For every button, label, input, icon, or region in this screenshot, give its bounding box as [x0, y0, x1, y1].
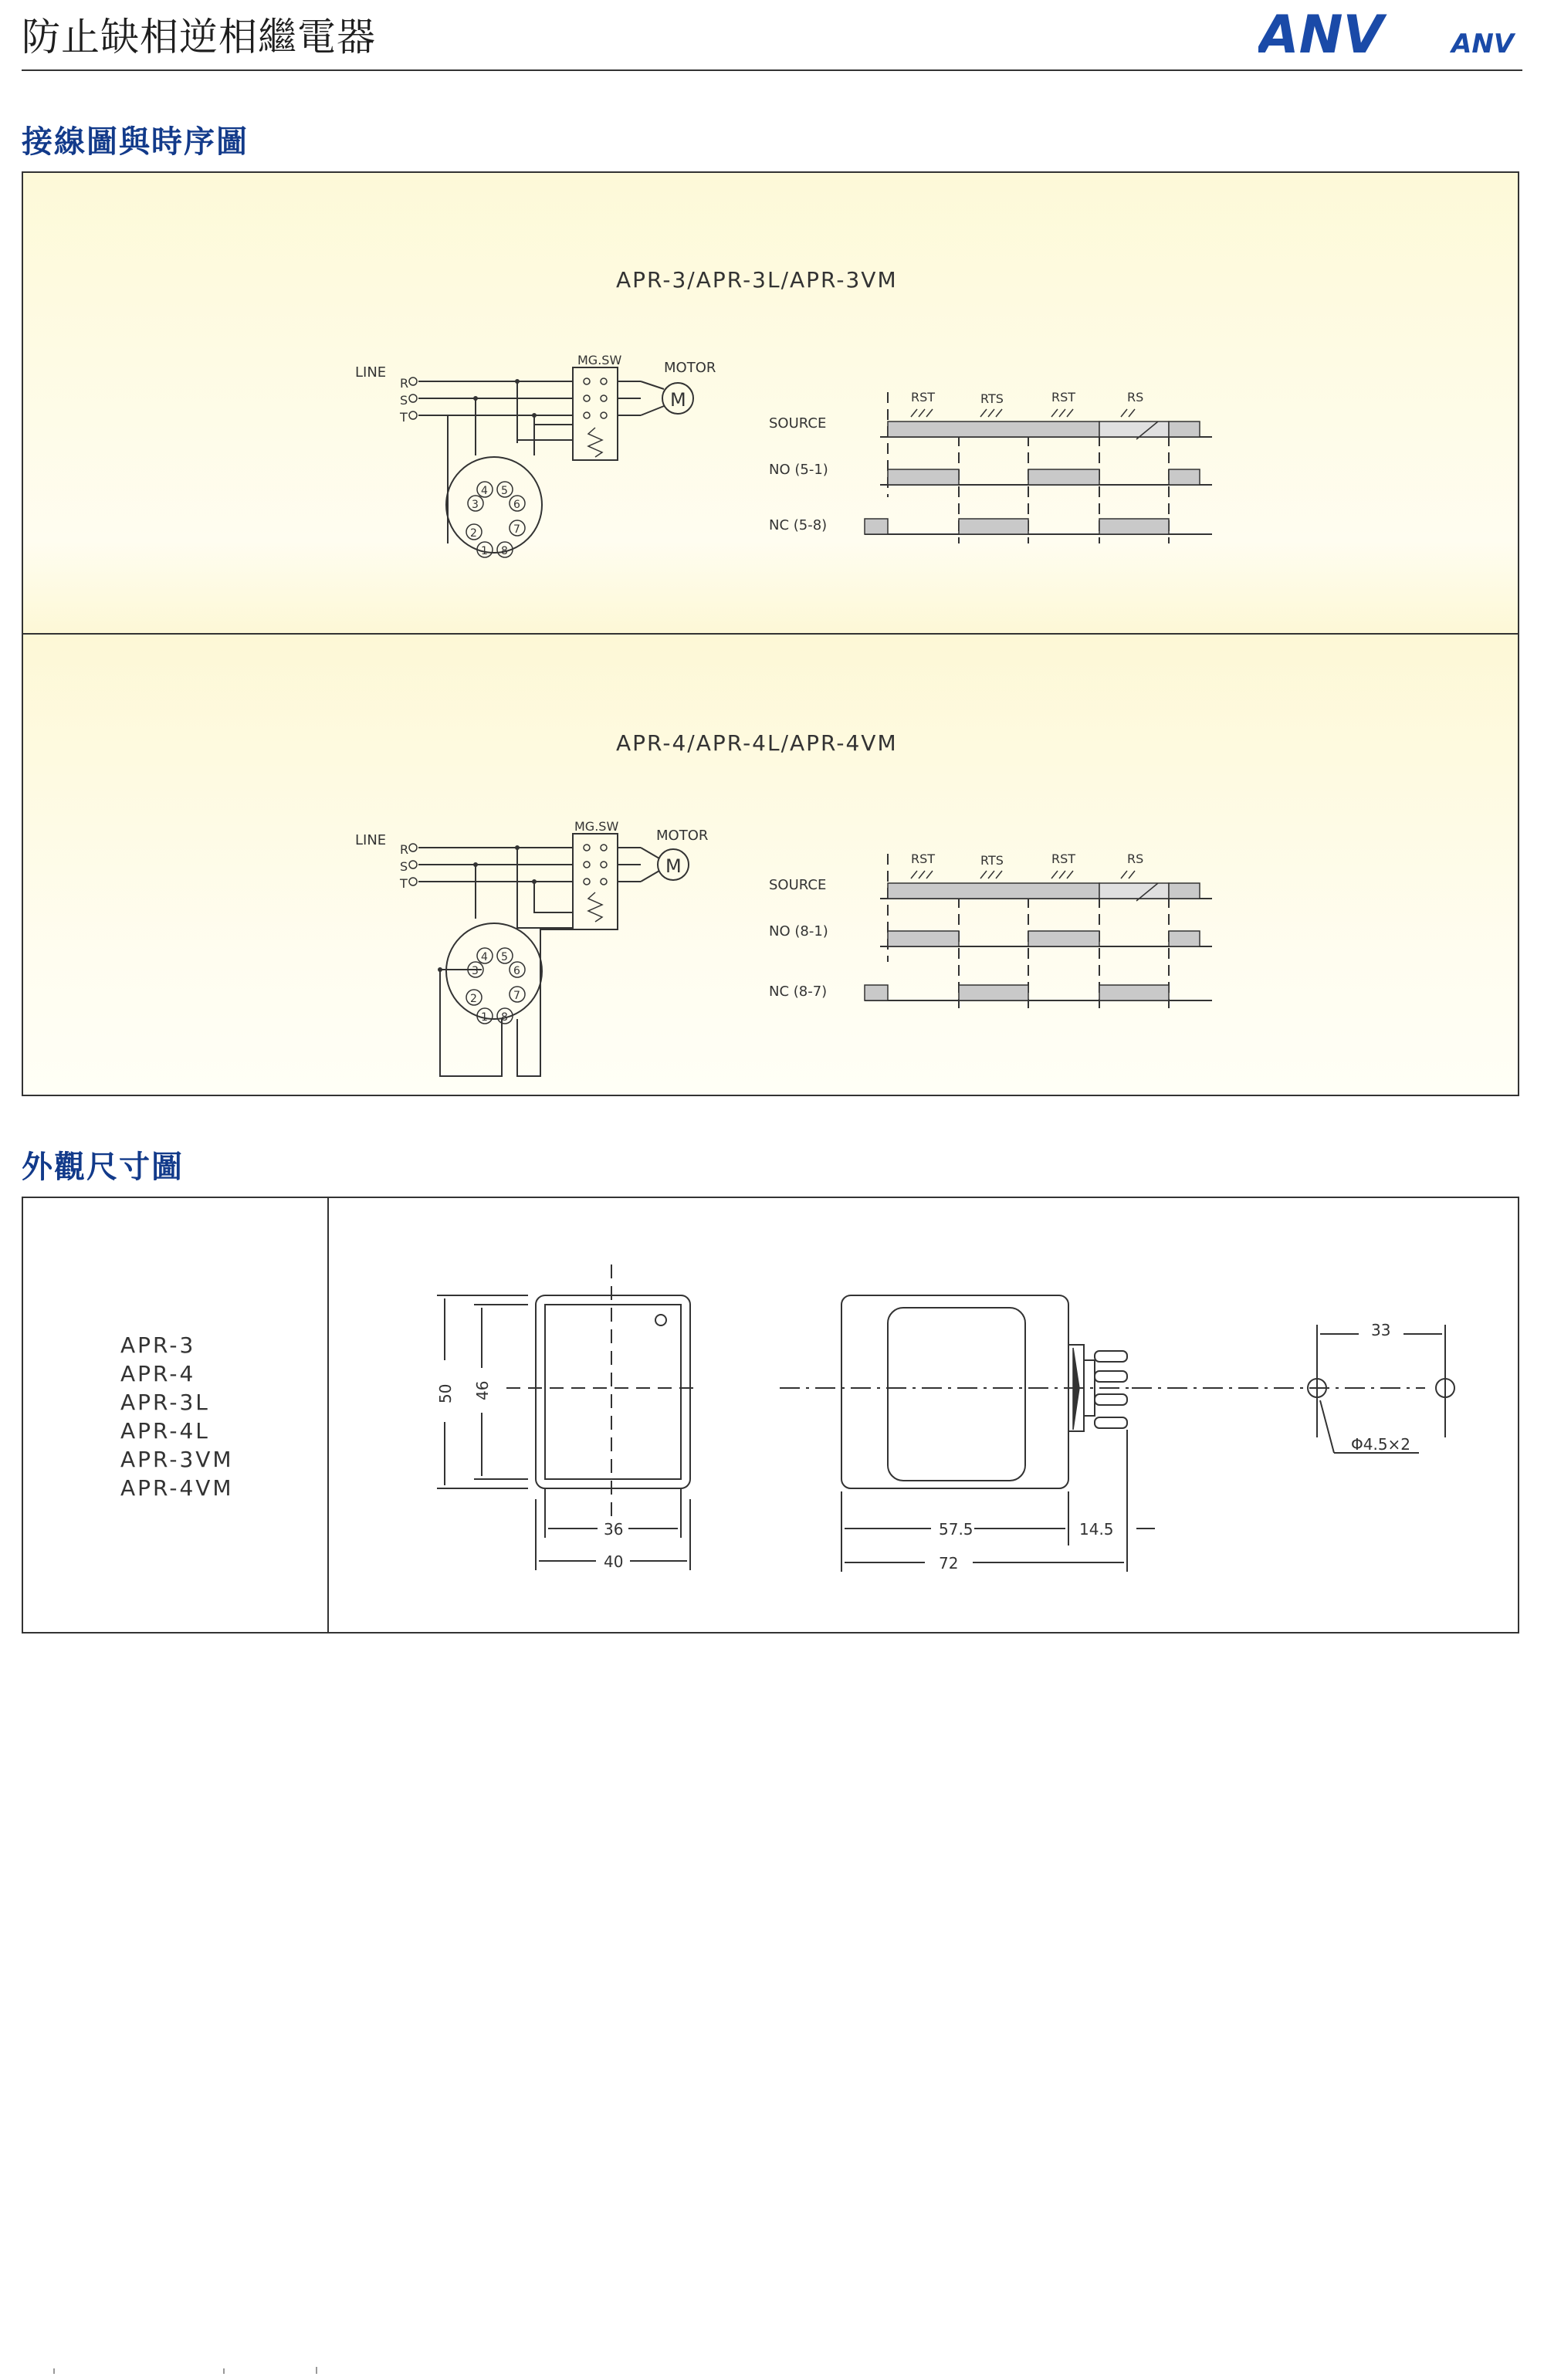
diagram-title: APR-3/APR-3L/APR-3VM: [616, 267, 898, 293]
motor-label: MOTOR: [664, 360, 716, 376]
phase-t: T: [400, 410, 408, 425]
socket-pin: 3: [472, 499, 479, 511]
timing-phase-label: RTS: [980, 853, 1004, 868]
phase-r: R: [400, 376, 409, 391]
timing-phase-label: RST: [1051, 390, 1076, 405]
dimensions-panel: [22, 1197, 1519, 1633]
phase-t: T: [400, 876, 408, 891]
dim-front-width-inner: 36: [604, 1520, 624, 1539]
model-item: APR-3VM: [120, 1447, 234, 1472]
dim-front-width-outer: 40: [604, 1552, 624, 1571]
timing-row-nc: NC (8-7): [769, 983, 828, 1000]
model-item: APR-3L: [120, 1390, 210, 1415]
line-label: LINE: [355, 832, 387, 848]
line-label: LINE: [355, 364, 387, 381]
dim-side-pins: 14.5: [1079, 1520, 1114, 1539]
socket-pin: 8: [501, 1011, 508, 1024]
socket-pin: 2: [470, 993, 477, 1005]
dimensions-section-heading: 外觀尺寸圖: [22, 1149, 184, 1185]
motor-symbol: M: [665, 855, 682, 877]
socket-pin: 5: [501, 951, 508, 963]
dim-side-body: 57.5: [939, 1520, 973, 1539]
socket-pin: 3: [472, 965, 479, 977]
phase-s: S: [400, 393, 408, 408]
wiring-section-heading: 接線圖與時序圖: [22, 124, 249, 160]
diagram-apr4: [23, 635, 1518, 1095]
timing-row-source: SOURCE: [769, 877, 827, 893]
socket-pin: 5: [501, 485, 508, 497]
socket-pin: 4: [481, 485, 488, 497]
socket-pin: 1: [481, 545, 488, 557]
logo-main-text: ANV: [1258, 6, 1384, 60]
timing-phase-label: RST: [911, 390, 936, 405]
phase-s: S: [400, 859, 408, 874]
dim-front-height-inner: 46: [473, 1380, 492, 1400]
timing-row-nc: NC (5-8): [769, 517, 828, 533]
timing-phase-label: RS: [1127, 390, 1144, 405]
logo-small-text: ANV: [1451, 29, 1515, 59]
socket-pin: 6: [513, 965, 520, 977]
model-item: APR-4: [120, 1361, 196, 1386]
motor-label: MOTOR: [656, 828, 709, 844]
dim-mount-spacing: 33: [1371, 1321, 1391, 1339]
timing-phase-label: RST: [911, 851, 936, 866]
dimension-drawing: [329, 1198, 1518, 1632]
timing-row-source: SOURCE: [769, 415, 827, 432]
timing-phase-label: RS: [1127, 851, 1144, 866]
anv-logo: [1258, 6, 1521, 60]
socket-pin: 4: [481, 951, 488, 963]
model-item: APR-3: [120, 1332, 196, 1358]
motor-symbol: M: [670, 389, 686, 411]
mgsw-label: MG.SW: [577, 353, 622, 367]
socket-pin: 7: [513, 523, 520, 536]
timing-row-no: NO (8-1): [769, 923, 828, 939]
socket-pin: 7: [513, 990, 520, 1002]
socket-pin: 6: [513, 499, 520, 511]
timing-row-no: NO (5-1): [769, 462, 828, 478]
footer-marks: [46, 2367, 355, 2375]
diagram-title: APR-4/APR-4L/APR-4VM: [616, 730, 898, 756]
socket-pin: 1: [481, 1011, 488, 1024]
page-title: 防止缺相逆相繼電器: [22, 15, 376, 59]
timing-phase-label: RST: [1051, 851, 1076, 866]
wiring-panel: [22, 171, 1519, 1096]
model-list: [120, 1331, 234, 1502]
socket-pin: 2: [470, 527, 477, 540]
header-rule: [22, 69, 1522, 71]
dim-mount-hole: Φ4.5×2: [1351, 1435, 1411, 1454]
timing-phase-label: RTS: [980, 391, 1004, 406]
socket-pin: 8: [501, 545, 508, 557]
mgsw-label: MG.SW: [574, 819, 619, 834]
diagram-apr3: [23, 173, 1518, 633]
dim-side-total: 72: [939, 1554, 959, 1573]
model-item: APR-4L: [120, 1418, 210, 1444]
phase-r: R: [400, 842, 409, 857]
model-item: APR-4VM: [120, 1475, 234, 1501]
dim-front-height-outer: 50: [436, 1383, 455, 1403]
